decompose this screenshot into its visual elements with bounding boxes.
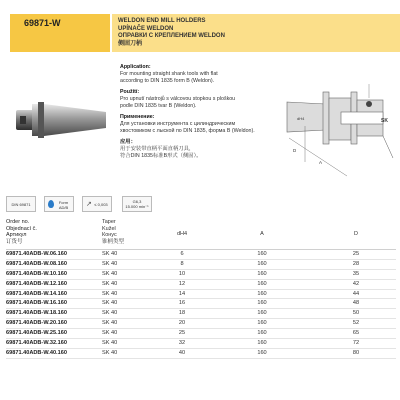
product-photo (14, 92, 110, 148)
order-no-cell: 69871.40ADB-W.10.160 (6, 270, 67, 277)
dh4-cell: 16 (178, 300, 186, 307)
taper-cell: SK 40 (102, 330, 118, 337)
dh4-cell: 32 (178, 340, 186, 347)
form-badge: Form AD/B (44, 196, 74, 212)
label-d: D (293, 148, 297, 153)
dh4-cell: 8 (180, 260, 184, 267)
table-row (6, 290, 396, 300)
d-cell: 28 (352, 260, 360, 267)
runout-badge: ↗ ≤ 0,003 (82, 196, 112, 212)
table-header (6, 214, 396, 250)
taper-cell: SK 40 (102, 349, 118, 356)
table-row (6, 309, 396, 319)
a-cell: 160 (257, 349, 267, 356)
table-row (6, 349, 396, 359)
title-en: WELDON END MILL HOLDERS (118, 18, 206, 24)
header-a: A (260, 230, 264, 237)
a-cell: 160 (257, 340, 267, 347)
taper-cell: SK 40 (102, 260, 118, 267)
dh4-cell: 25 (178, 330, 186, 337)
product-code: 69871-W (24, 18, 61, 28)
a-cell: 160 (257, 270, 267, 277)
application-en: Application: For mounting straight shank tools with flat according to DIN 1835 form B (Weldon). (120, 64, 218, 84)
d-cell: 44 (352, 290, 360, 297)
header-order: Order no. Objednací č. Артикул 订货号 (6, 219, 37, 245)
a-cell: 160 (257, 310, 267, 317)
a-cell: 160 (257, 300, 267, 307)
header-d: D (354, 230, 358, 237)
taper-cell: SK 40 (102, 300, 118, 307)
dh4-cell: 20 (178, 320, 186, 327)
taper-cell: SK 40 (102, 340, 118, 347)
a-cell: 160 (257, 330, 267, 337)
taper-cell: SK 40 (102, 310, 118, 317)
order-no-cell: 69871.40ADB-W.06.160 (6, 251, 67, 257)
d-cell: 80 (352, 349, 360, 356)
product-code-box (10, 14, 110, 52)
d-cell: 65 (352, 330, 360, 337)
dh4-cell: 40 (178, 349, 186, 356)
title-ru: ОПРАВКИ С КРЕПЛЕНИЕМ WELDON (118, 33, 225, 39)
application-ru: Применение: Для установки инструмента с цилиндрическим хвостовиком с лыской по DIN 1835, форма B (Weldon). (120, 114, 255, 134)
table-row (6, 270, 396, 280)
dh4-cell: 6 (180, 251, 184, 257)
order-no-cell: 69871.40ADB-W.40.160 (6, 349, 67, 356)
order-no-cell: 69871.40ADB-W.32.160 (6, 340, 67, 347)
taper-cell: SK 40 (102, 270, 118, 277)
dh4-cell: 18 (178, 310, 186, 317)
table-row (6, 250, 396, 260)
d-cell: 72 (352, 340, 360, 347)
order-no-cell: 69871.40ADB-W.14.160 (6, 290, 67, 297)
table-row (6, 299, 396, 309)
d-cell: 52 (352, 320, 360, 327)
a-cell: 160 (257, 290, 267, 297)
taper-cell: SK 40 (102, 280, 118, 287)
d-cell: 50 (352, 310, 360, 317)
a-cell: 160 (257, 251, 267, 257)
table-row (6, 339, 396, 349)
order-no-cell: 69871.40ADB-W.25.160 (6, 330, 67, 337)
dh4-cell: 12 (178, 280, 186, 287)
order-no-cell: 69871.40ADB-W.08.160 (6, 260, 67, 267)
application-cz: Použití: Pro upnutí nástrojů s válcovou stopkou s ploškou podle DIN 1835 tvar B (Weldon). (120, 89, 236, 109)
order-no-cell: 69871.40ADB-W.20.160 (6, 320, 67, 327)
spec-badges (6, 196, 206, 214)
a-cell: 160 (257, 280, 267, 287)
catalog-header (0, 14, 400, 52)
balance-badge: G6,3 15.000 min⁻¹ (122, 196, 152, 212)
header-taper: Taper Kužel Конус 锥柄类型 (102, 219, 125, 245)
a-cell: 160 (257, 320, 267, 327)
order-no-cell: 69871.40ADB-W.12.160 (6, 280, 67, 287)
dh4-cell: 14 (178, 290, 186, 297)
application-cn: 应用： 用于安装带直柄平面直柄刀具， 符合DIN 1835标准B形式（侧固）。 (120, 139, 202, 159)
title-cz: UPÍNAČE WELDON (118, 25, 174, 32)
product-title-box (112, 14, 400, 52)
d-cell: 35 (352, 270, 360, 277)
dh4-cell: 10 (178, 270, 186, 277)
label-sk: SK (381, 118, 388, 124)
header-dh4: dH4 (176, 230, 188, 237)
d-cell: 25 (352, 251, 360, 257)
d-cell: 48 (352, 300, 360, 307)
a-cell: 160 (257, 260, 267, 267)
order-no-cell: 69871.40ADB-W.16.160 (6, 300, 67, 307)
label-dh4: dH4 (297, 116, 305, 121)
label-a: A (319, 160, 323, 165)
table-row (6, 329, 396, 339)
technical-drawing (285, 78, 397, 182)
table-row (6, 280, 396, 290)
d-cell: 42 (352, 280, 360, 287)
title-cn: 侧固刀柄 (118, 40, 143, 47)
table-row (6, 260, 396, 270)
product-table (6, 214, 396, 359)
taper-cell: SK 40 (102, 320, 118, 327)
runout-icon: ↗ (86, 201, 92, 208)
din-badge: DIN 69871 (6, 196, 36, 212)
taper-cell: SK 40 (102, 251, 118, 257)
table-row (6, 319, 396, 329)
table-body (6, 250, 396, 359)
taper-cell: SK 40 (102, 290, 118, 297)
order-no-cell: 69871.40ADB-W.18.160 (6, 310, 67, 317)
application-text (120, 64, 280, 164)
